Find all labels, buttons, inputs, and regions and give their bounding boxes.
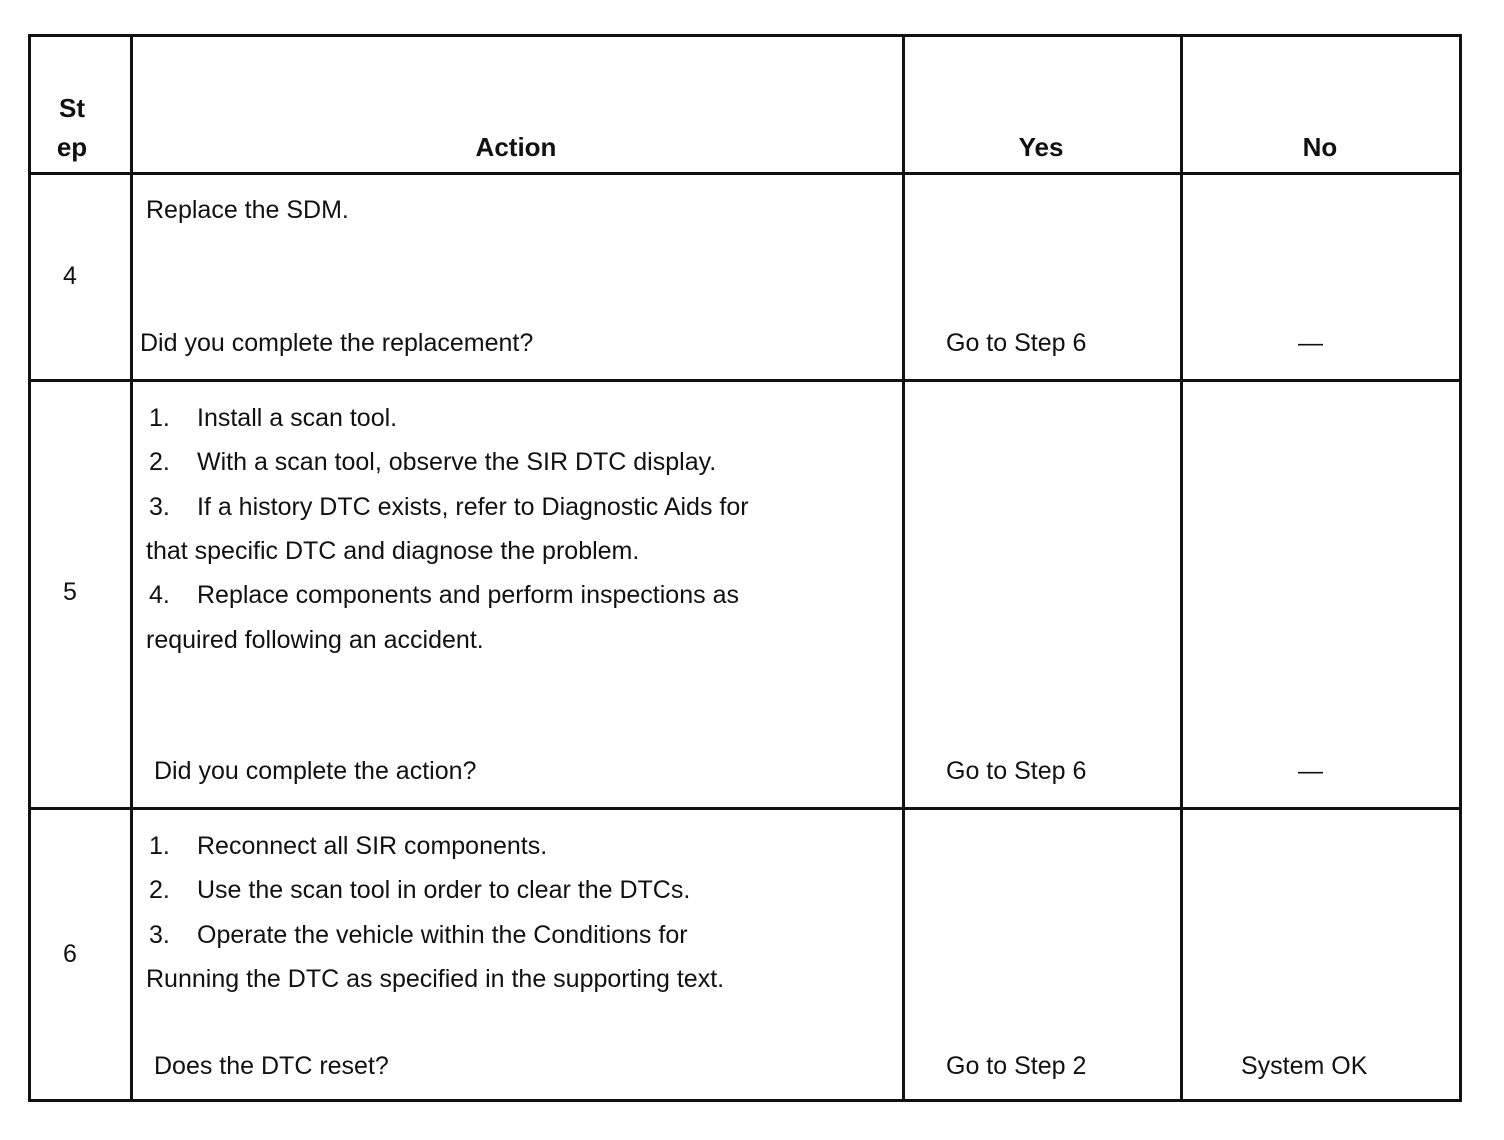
- column-divider: [1180, 37, 1183, 1099]
- list-item: [149, 581, 739, 609]
- action-question: Does the DTC reset?: [154, 1052, 389, 1080]
- header-no: No: [1302, 132, 1338, 162]
- list-item-number: 1.: [149, 404, 170, 432]
- list-item-continuation: required following an accident.: [146, 626, 484, 654]
- list-item-text: Reconnect all SIR components.: [197, 832, 548, 860]
- column-divider: [902, 37, 905, 1099]
- list-item-text: Install a scan tool.: [197, 404, 398, 432]
- no-result: —: [1298, 757, 1323, 785]
- list-item-continuation: Running the DTC as specified in the supporting text.: [146, 965, 725, 993]
- list-item-number: 3.: [149, 921, 170, 949]
- row-divider: [31, 172, 1459, 175]
- header-action: Action: [475, 132, 557, 162]
- step-number: 6: [63, 940, 77, 968]
- step-number: 5: [63, 578, 77, 606]
- list-item: [149, 404, 397, 432]
- list-item: [149, 921, 688, 949]
- list-item-continuation: that specific DTC and diagnose the problem.: [146, 537, 640, 565]
- list-item-number: 4.: [149, 581, 170, 609]
- list-item-text: With a scan tool, observe the SIR DTC display.: [197, 448, 717, 476]
- no-result: System OK: [1241, 1052, 1368, 1080]
- list-item-text: Replace components and perform inspections as: [197, 581, 739, 609]
- header-step-line2: ep: [56, 132, 88, 162]
- list-item: [149, 493, 749, 521]
- list-item: [149, 876, 690, 904]
- list-item-text: Use the scan tool in order to clear the DTCs.: [197, 876, 691, 904]
- header-step-line1: St: [59, 93, 85, 123]
- yes-result: Go to Step 2: [946, 1052, 1087, 1080]
- action-question: Did you complete the action?: [154, 757, 477, 785]
- list-item-number: 1.: [149, 832, 170, 860]
- list-item-number: 3.: [149, 493, 170, 521]
- action-question: Did you complete the replacement?: [140, 329, 534, 357]
- list-item: [149, 832, 547, 860]
- step-number: 4: [63, 262, 77, 290]
- yes-result: Go to Step 6: [946, 329, 1087, 357]
- yes-result: Go to Step 6: [946, 757, 1087, 785]
- row-divider: [31, 379, 1459, 382]
- list-item: [149, 448, 716, 476]
- header-yes: Yes: [1018, 132, 1064, 162]
- no-result: —: [1298, 329, 1323, 357]
- list-item-number: 2.: [149, 448, 170, 476]
- column-divider: [130, 37, 133, 1099]
- list-item-text: Operate the vehicle within the Conditions for: [197, 921, 688, 949]
- list-item-number: 2.: [149, 876, 170, 904]
- list-item-text: If a history DTC exists, refer to Diagnostic Aids for: [197, 493, 749, 521]
- action-text: Replace the SDM.: [146, 196, 349, 224]
- row-divider: [31, 807, 1459, 810]
